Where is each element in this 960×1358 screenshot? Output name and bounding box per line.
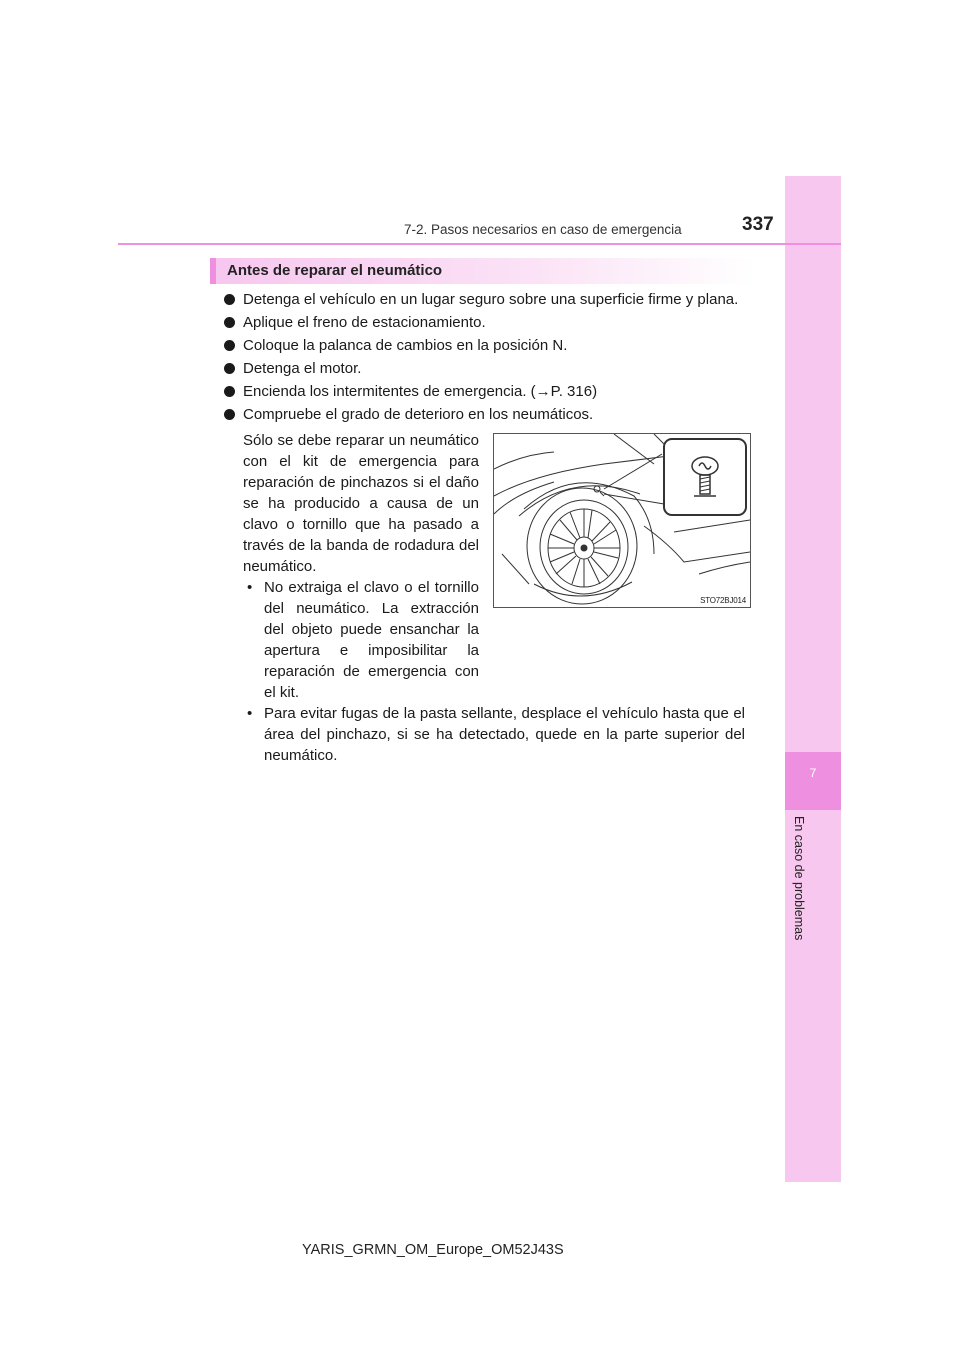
- bullet-text: Detenga el vehículo en un lugar seguro sobre una superficie firme y plana.: [243, 291, 739, 308]
- sub-bullet-marker: •: [247, 705, 253, 722]
- chapter-number: 7: [809, 766, 817, 780]
- bullet-text: Aplique el freno de estacionamiento.: [243, 314, 486, 331]
- bullet-dot-icon: [224, 294, 235, 305]
- bullet-dot-icon: [224, 363, 235, 374]
- bullet-text: Encienda los intermitentes de emergencia. (→P. 316): [243, 383, 598, 400]
- section-heading: Antes de reparar el neumático: [227, 262, 443, 279]
- sub-bullet-marker: •: [247, 579, 253, 596]
- sub-item: [247, 577, 479, 703]
- bullet-dot-icon: [224, 317, 235, 328]
- section-heading-bar: [210, 258, 754, 284]
- page-number: 337: [742, 214, 774, 235]
- bullet-dot-icon: [224, 386, 235, 397]
- tire-illustration: [493, 433, 751, 608]
- chapter-side-tab: [785, 176, 841, 1182]
- bullet-dot-icon: [224, 340, 235, 351]
- header-divider: [118, 243, 841, 245]
- chapter-tab-highlight: [785, 752, 841, 810]
- bullet-text: Compruebe el grado de deterioro en los neumáticos.: [243, 406, 594, 423]
- sub-item-text: No extraiga el clavo o el tornillo del neumático. La extracción del objeto puede ensanchar la apertura e imposibilitar la reparación de emergencia con el kit.: [264, 579, 479, 701]
- bullet-dot-icon: [224, 409, 235, 420]
- tire-with-screw-illustration: [494, 434, 750, 607]
- bullet-text: Coloque la palanca de cambios en la posición N.: [243, 337, 568, 354]
- bullet-text: Detenga el motor.: [243, 360, 362, 377]
- sub-item: [247, 703, 745, 766]
- note-paragraph: Sólo se debe reparar un neumático con el kit de emergencia para reparación de pinchazos si el daño se ha producido a causa de un clavo o tornillo que ha pasado a través de la banda de rodadura del neumático.: [243, 432, 479, 575]
- running-header-section: 7-2. Pasos necesarios en caso de emergencia: [404, 222, 682, 237]
- chapter-title: En caso de problemas: [792, 816, 806, 941]
- figure-code: STO72BJ014: [700, 596, 746, 605]
- footer-document-id: YARIS_GRMN_OM_Europe_OM52J43S: [302, 1242, 564, 1258]
- sub-item-text: Para evitar fugas de la pasta sellante, desplace el vehículo hasta que el área del pinchazo, si se ha detectado, quede en la parte superior del neumático.: [264, 705, 745, 764]
